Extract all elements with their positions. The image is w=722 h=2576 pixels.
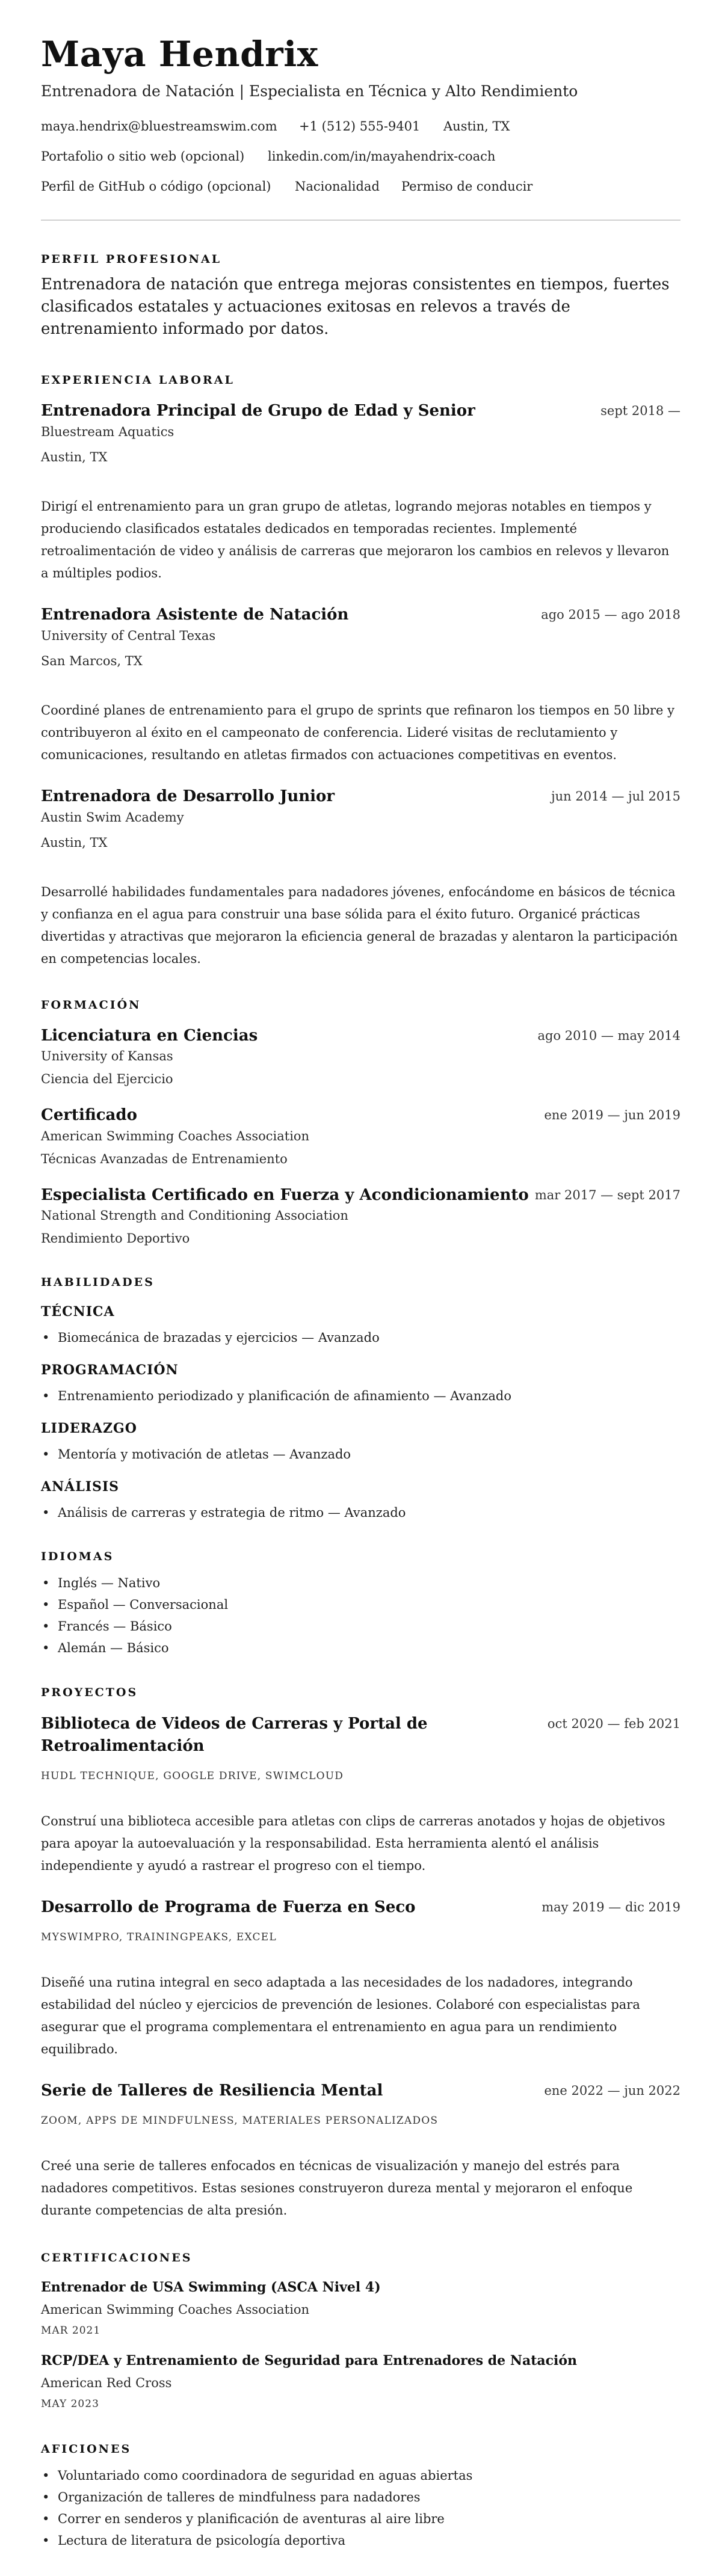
section-heading-education: FORMACIÓN	[41, 998, 141, 1012]
project-dates: oct 2020 — feb 2021	[547, 1717, 680, 1731]
hobby-item: • Voluntariado como coordinadora de seguridad en aguas abiertas	[41, 2467, 472, 2485]
profile-summary: Entrenadora de natación que entrega mejoras consistentes en tiempos, fuertes clasificados estatales y actuaciones exitosas en relevos a través de entrenamiento informado por datos.	[41, 275, 670, 338]
drivers-license-text: Permiso de conducir	[401, 179, 533, 194]
job-location: San Marcos, TX	[41, 654, 143, 668]
degree-title: Especialista Certificado en Fuerza y Acondicionamiento	[41, 1186, 529, 1204]
job-title: Entrenadora Asistente de Natación	[41, 606, 349, 624]
candidate-headline: Entrenadora de Natación | Especialista en Técnica y Alto Rendimiento	[41, 82, 578, 100]
job-dates: sept 2018 —	[600, 404, 680, 418]
section-heading-hobbies: AFICIONES	[41, 2442, 132, 2456]
github-link[interactable]: Perfil de GitHub o código (opcional)	[41, 179, 271, 194]
certification-issuer: American Red Cross	[41, 2376, 172, 2390]
skill-item: • Biomecánica de brazadas y ejercicios — Avanzado	[41, 1329, 380, 1347]
hobby-item: • Organización de talleres de mindfulness para nadadores	[41, 2488, 421, 2506]
degree-dates: mar 2017 — sept 2017	[534, 1188, 680, 1202]
section-heading-experience: EXPERIENCIA LABORAL	[41, 373, 235, 387]
school-name: University of Kansas	[41, 1049, 173, 1063]
job-description: Dirigí el entrenamiento para un gran grupo de atletas, logrando mejoras notables en tiempos y produciendo clasificados estatales dedicados en temporadas recientes. Implementé retroalimentación de video y análisis de carreras que mejoraron los cambios en relevos y llevaron a múltiples podios.	[41, 499, 670, 580]
skill-category: PROGRAMACIÓN	[41, 1362, 179, 1378]
skill-item: • Mentoría y motivación de atletas — Avanzado	[41, 1445, 351, 1463]
linkedin-link[interactable]: linkedin.com/in/mayahendrix-coach	[268, 149, 496, 164]
skill-item: • Entrenamiento periodizado y planificación de afinamiento — Avanzado	[41, 1387, 511, 1405]
job-employer: University of Central Texas	[41, 629, 216, 643]
degree-title: Licenciatura en Ciencias	[41, 1027, 258, 1045]
job-employer: Bluestream Aquatics	[41, 425, 174, 439]
job-description: Desarrollé habilidades fundamentales para nadadores jóvenes, enfocándome en básicos de técnica y confianza en el agua para construir una base sólida para el éxito futuro. Organicé prácticas divertidas y atractivas que mejoraron la eficiencia general de brazadas y alentaron la participación en competencias locales.	[41, 885, 678, 966]
project-tools: MYSWIMPRO, TRAININGPEAKS, EXCEL	[41, 1931, 277, 1943]
project-tools: ZOOM, APPS DE MINDFULNESS, MATERIALES PERSONALIZADOS	[41, 2115, 439, 2127]
language-item: • Inglés — Nativo	[41, 1574, 160, 1592]
location-text: Austin, TX	[443, 119, 510, 134]
section-heading-certifications: CERTIFICACIONES	[41, 2251, 193, 2264]
certification-date: MAR 2021	[41, 2325, 101, 2337]
language-item: • Alemán — Básico	[41, 1639, 168, 1657]
project-title: Serie de Talleres de Resiliencia Mental	[41, 2082, 383, 2100]
section-heading-skills: HABILIDADES	[41, 1276, 155, 1289]
field-of-study: Técnicas Avanzadas de Entrenamiento	[41, 1152, 288, 1166]
degree-dates: ene 2019 — jun 2019	[544, 1108, 680, 1122]
project-description: Creé una serie de talleres enfocados en técnicas de visualización y manejo del estrés para nadadores competitivos. Estas sesiones construyeron dureza mental y mejoraron el enfoque durante competencias de alta presión.	[41, 2159, 633, 2218]
degree-dates: ago 2010 — may 2014	[537, 1028, 680, 1043]
skill-category: TÉCNICA	[41, 1304, 115, 1320]
project-title: Biblioteca de Videos de Carreras y Portal de Retroalimentación	[41, 1715, 428, 1755]
degree-title: Certificado	[41, 1106, 137, 1124]
school-name: American Swimming Coaches Association	[41, 1129, 310, 1143]
job-title: Entrenadora de Desarrollo Junior	[41, 787, 335, 805]
skill-item: • Análisis de carreras y estrategia de ritmo — Avanzado	[41, 1504, 406, 1522]
job-employer: Austin Swim Academy	[41, 810, 184, 825]
section-heading-projects: PROYECTOS	[41, 1686, 138, 1699]
certification-title: RCP/DEA y Entrenamiento de Seguridad para Entrenadores de Natación	[41, 2353, 578, 2369]
job-dates: ago 2015 — ago 2018	[541, 607, 680, 622]
hobby-item: • Correr en senderos y planificación de aventuras al aire libre	[41, 2510, 445, 2528]
language-item: • Español — Conversacional	[41, 1596, 228, 1614]
project-description: Diseñé una rutina integral en seco adaptada a las necesidades de los nadadores, integrando estabilidad del núcleo y ejercicios de prevención de lesiones. Colaboré con especialistas para asegurar que el programa complementara el entrenamiento en agua para un rendimiento equilibrado.	[41, 1975, 640, 2056]
section-heading-languages: IDIOMAS	[41, 1550, 114, 1563]
job-location: Austin, TX	[41, 450, 108, 464]
header-divider	[41, 220, 680, 221]
project-dates: ene 2022 — jun 2022	[544, 2083, 680, 2098]
nationality-text: Nacionalidad	[295, 179, 380, 194]
project-dates: may 2019 — dic 2019	[542, 1900, 680, 1914]
project-title: Desarrollo de Programa de Fuerza en Seco	[41, 1898, 416, 1916]
field-of-study: Ciencia del Ejercicio	[41, 1072, 173, 1086]
certification-title: Entrenador de USA Swimming (ASCA Nivel 4)	[41, 2279, 381, 2295]
candidate-name: Maya Hendrix	[41, 34, 318, 75]
section-heading-profile: PERFIL PROFESIONAL	[41, 253, 222, 266]
job-description: Coordiné planes de entrenamiento para el grupo de sprints que refinaron los tiempos en 50 libre y contribuyeron al éxito en el campeonato de conferencia. Lideré visitas de reclutamiento y comunicaciones, resultando en atletas firmados con actuaciones competitivas en eventos.	[41, 703, 674, 762]
certification-date: MAY 2023	[41, 2398, 99, 2410]
project-description: Construí una biblioteca accesible para atletas con clips de carreras anotados y hojas de objetivos para apoyar la autoevaluación y la responsabilidad. Esta herramienta alentó el análisis independiente y ayudó a rastrear el progreso con el tiempo.	[41, 1814, 665, 1873]
portfolio-link[interactable]: Portafolio o sitio web (opcional)	[41, 149, 245, 164]
language-item: • Francés — Básico	[41, 1617, 172, 1635]
skill-category: LIDERAZGO	[41, 1421, 137, 1436]
phone-number[interactable]: +1 (512) 555-9401	[299, 119, 421, 134]
certification-issuer: American Swimming Coaches Association	[41, 2302, 310, 2317]
hobby-item: • Lectura de literatura de psicología deportiva	[41, 2531, 345, 2550]
school-name: National Strength and Conditioning Association	[41, 1208, 348, 1223]
email-link[interactable]: maya.hendrix@bluestreamswim.com	[41, 119, 277, 134]
project-tools: HUDL TECHNIQUE, GOOGLE DRIVE, SWIMCLOUD	[41, 1770, 344, 1782]
job-dates: jun 2014 — jul 2015	[551, 789, 680, 804]
job-location: Austin, TX	[41, 835, 108, 850]
job-title: Entrenadora Principal de Grupo de Edad y Senior	[41, 402, 475, 420]
field-of-study: Rendimiento Deportivo	[41, 1231, 190, 1246]
skill-category: ANÁLISIS	[41, 1479, 120, 1495]
